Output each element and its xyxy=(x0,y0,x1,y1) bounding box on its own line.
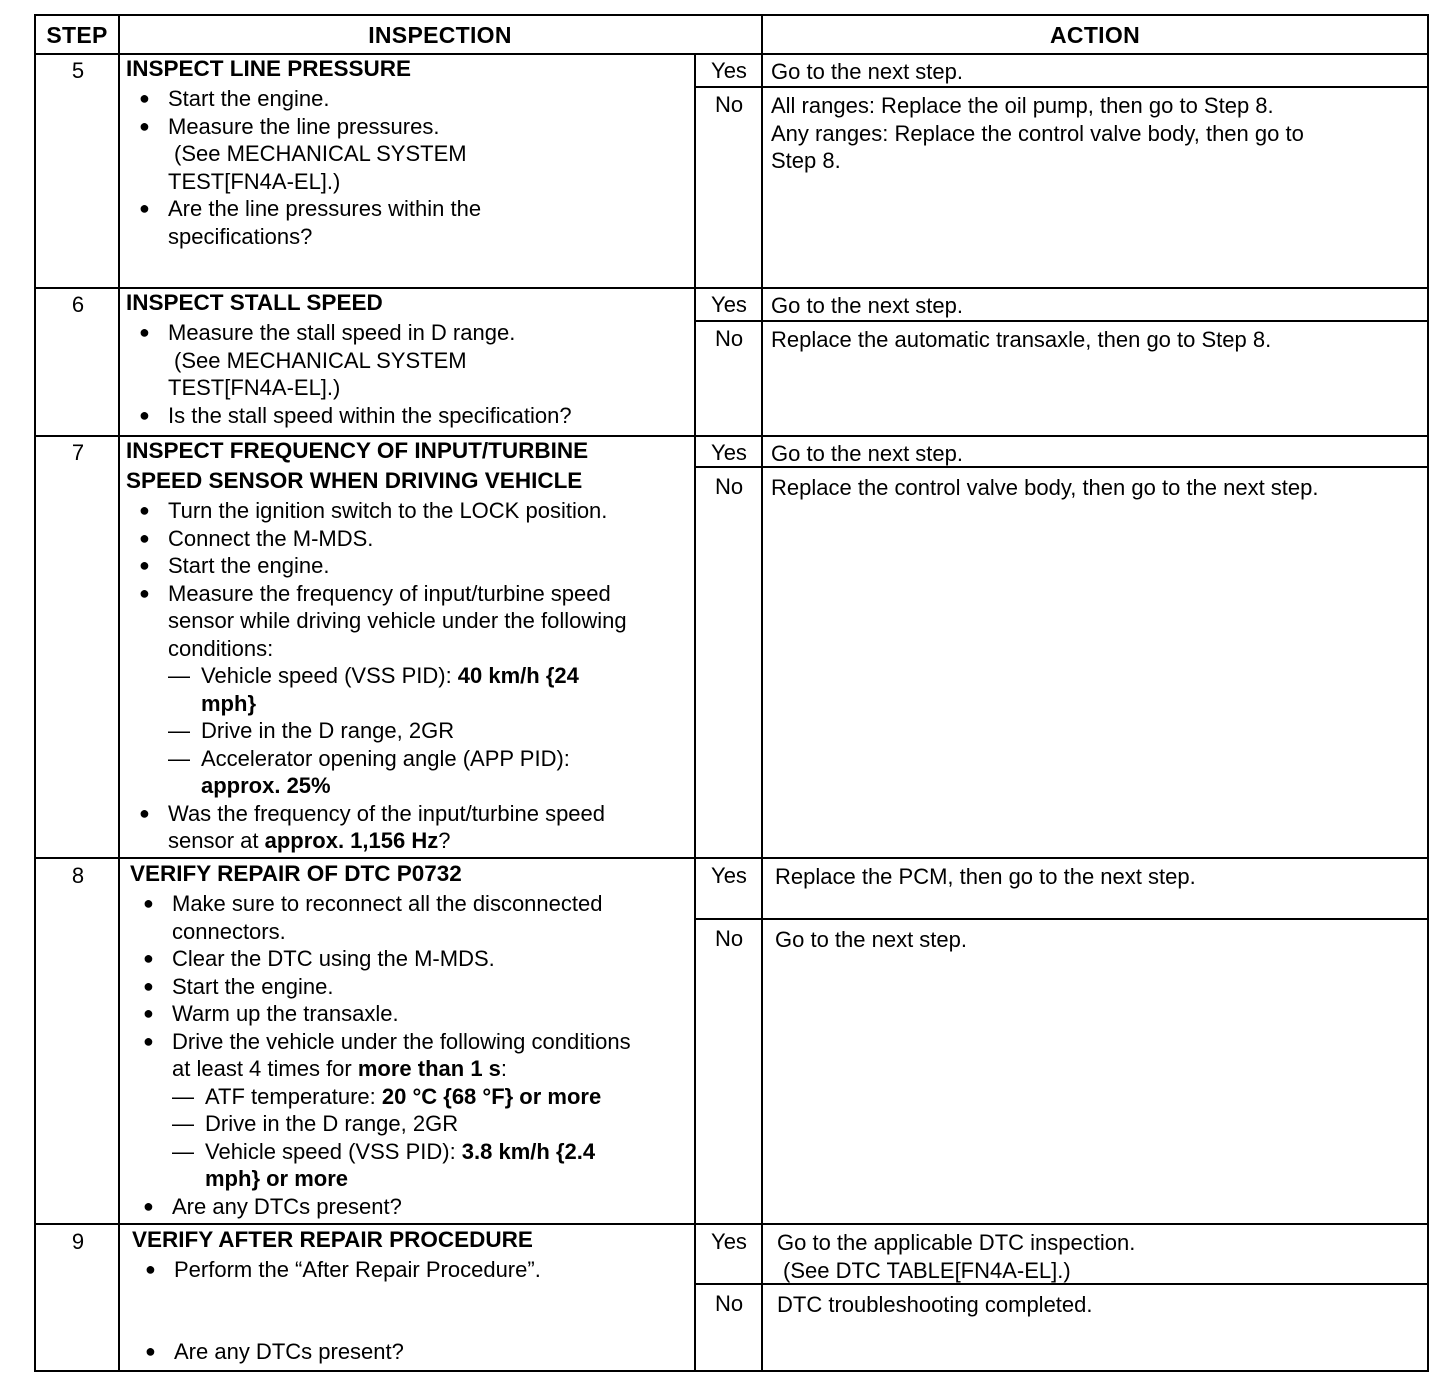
no-label: No xyxy=(714,474,744,499)
step-inspection xyxy=(130,859,700,1220)
question-item: ● Was the frequency of the input/turbine speed xyxy=(139,800,606,826)
header-inspection: INSPECTION xyxy=(368,21,512,48)
yes-action: Go to the next step. xyxy=(771,293,964,318)
reference-text: (See MECHANICAL SYSTEM xyxy=(174,141,467,166)
yes-no-divider xyxy=(694,86,1427,88)
step-inspection xyxy=(132,1225,702,1284)
condition-item: — Drive in the D range, 2GR xyxy=(172,1111,459,1136)
yes-action: Go to the next step. xyxy=(771,59,964,84)
bullet-item: ● Warm up the transaxle. xyxy=(143,1001,399,1026)
no-label: No xyxy=(714,926,744,951)
yes-label: Yes xyxy=(711,863,747,888)
step-title: INSPECT FREQUENCY OF INPUT/TURBINE SPEED SENSOR WHEN DRIVING VEHICLE xyxy=(126,438,589,493)
yes-action: Go to the next step. xyxy=(771,441,964,466)
yes-label: Yes xyxy=(711,292,747,317)
step-number: 7 xyxy=(71,440,85,465)
yes-action: Go to the applicable DTC inspection. (See DTC TABLE[FN4A-EL].) xyxy=(777,1230,1136,1283)
step-number: 5 xyxy=(71,58,85,83)
bullet-item: ● Start the engine. xyxy=(139,553,330,578)
bullet-item: ● Measure the line pressures. xyxy=(139,113,440,139)
yes-no-divider xyxy=(694,320,1427,322)
dtc-troubleshooting-table xyxy=(34,14,1429,1372)
no-action: Replace the control valve body, then go to the next step. xyxy=(771,475,1319,500)
step-number: 8 xyxy=(71,863,85,888)
question-item: ● Is the stall speed within the specification? xyxy=(139,402,572,428)
yes-no-divider xyxy=(694,918,1427,920)
bullet-item: ● Turn the ignition switch to the LOCK position. xyxy=(139,498,608,523)
step-title: VERIFY AFTER REPAIR PROCEDURE xyxy=(132,1227,533,1252)
yes-action: Replace the PCM, then go to the next step. xyxy=(775,864,1196,889)
no-action: All ranges: Replace the oil pump, then go to Step 8. Any ranges: Replace the control valve body, then go to Step 8. xyxy=(771,93,1304,173)
question-item: ● Are any DTCs present? xyxy=(145,1339,404,1364)
question-continuation: specifications? xyxy=(168,223,313,249)
question-item: ● Are the line pressures within the xyxy=(139,196,482,221)
bullet-item: ● Clear the DTC using the M-MDS. xyxy=(143,946,495,971)
bullet-item: ● Measure the frequency of input/turbine speed xyxy=(139,580,611,606)
condition-item: — Accelerator opening angle (APP PID): xyxy=(168,745,570,771)
step-title: INSPECT LINE PRESSURE xyxy=(126,56,412,81)
no-action: Replace the automatic transaxle, then go to Step 8. xyxy=(771,327,1272,352)
step-number: 6 xyxy=(71,292,85,317)
step-title: VERIFY REPAIR OF DTC P0732 xyxy=(130,861,462,886)
question-continuation: sensor at approx. 1,156 Hz? xyxy=(168,828,451,853)
condition-continuation: mph} or more xyxy=(205,1166,349,1191)
bullet-item: ● Drive the vehicle under the following conditions xyxy=(143,1028,631,1054)
no-action: DTC troubleshooting completed. xyxy=(777,1292,1093,1317)
condition-item: — Vehicle speed (VSS PID): 40 km/h {24 xyxy=(168,663,579,688)
step-number: 9 xyxy=(71,1229,85,1254)
no-label: No xyxy=(714,326,744,351)
step-title: INSPECT STALL SPEED xyxy=(126,290,383,315)
header-step: STEP xyxy=(46,21,108,48)
reference-text: TEST[FN4A-EL].) xyxy=(168,375,341,400)
bullet-continuation: sensor while driving vehicle under the following xyxy=(168,608,627,633)
reference-text: TEST[FN4A-EL].) xyxy=(168,168,341,194)
no-label: No xyxy=(714,92,744,117)
reference-text: (See MECHANICAL SYSTEM xyxy=(174,347,467,373)
bullet-item: ● Connect the M-MDS. xyxy=(139,525,374,551)
bullet-item: ● Start the engine. xyxy=(143,973,334,999)
condition-continuation: approx. 25% xyxy=(201,773,331,798)
yes-label: Yes xyxy=(711,440,747,465)
header-action: ACTION xyxy=(1050,21,1140,48)
bullet-item: ● Make sure to reconnect all the disconnected xyxy=(143,891,603,916)
step-inspection xyxy=(126,288,696,429)
no-label: No xyxy=(714,1291,744,1316)
condition-item: — Vehicle speed (VSS PID): 3.8 km/h {2.4 xyxy=(172,1138,596,1164)
action-column-divider xyxy=(761,16,763,1370)
yes-label: Yes xyxy=(711,1229,747,1254)
no-action: Go to the next step. xyxy=(775,927,968,952)
condition-item: — ATF temperature: 20 °C {68 °F} or more xyxy=(172,1083,602,1109)
bullet-continuation: connectors. xyxy=(172,918,286,944)
step-inspection xyxy=(126,54,696,250)
bullet-item: ● Start the engine. xyxy=(139,86,330,111)
condition-item: — Drive in the D range, 2GR xyxy=(168,718,455,743)
condition-continuation: mph} xyxy=(201,690,256,716)
bullet-item: ● Perform the “After Repair Procedure”. xyxy=(145,1257,541,1282)
step-inspection xyxy=(126,436,696,855)
bullet-continuation: conditions: xyxy=(168,635,274,661)
yes-label: Yes xyxy=(711,58,747,83)
bullet-continuation: at least 4 times for more than 1 s: xyxy=(172,1056,508,1081)
bullet-item: ● Measure the stall speed in D range. xyxy=(139,320,516,345)
step-column-divider xyxy=(118,16,120,1370)
step-question xyxy=(132,1338,702,1366)
question-item: ● Are any DTCs present? xyxy=(143,1193,402,1219)
